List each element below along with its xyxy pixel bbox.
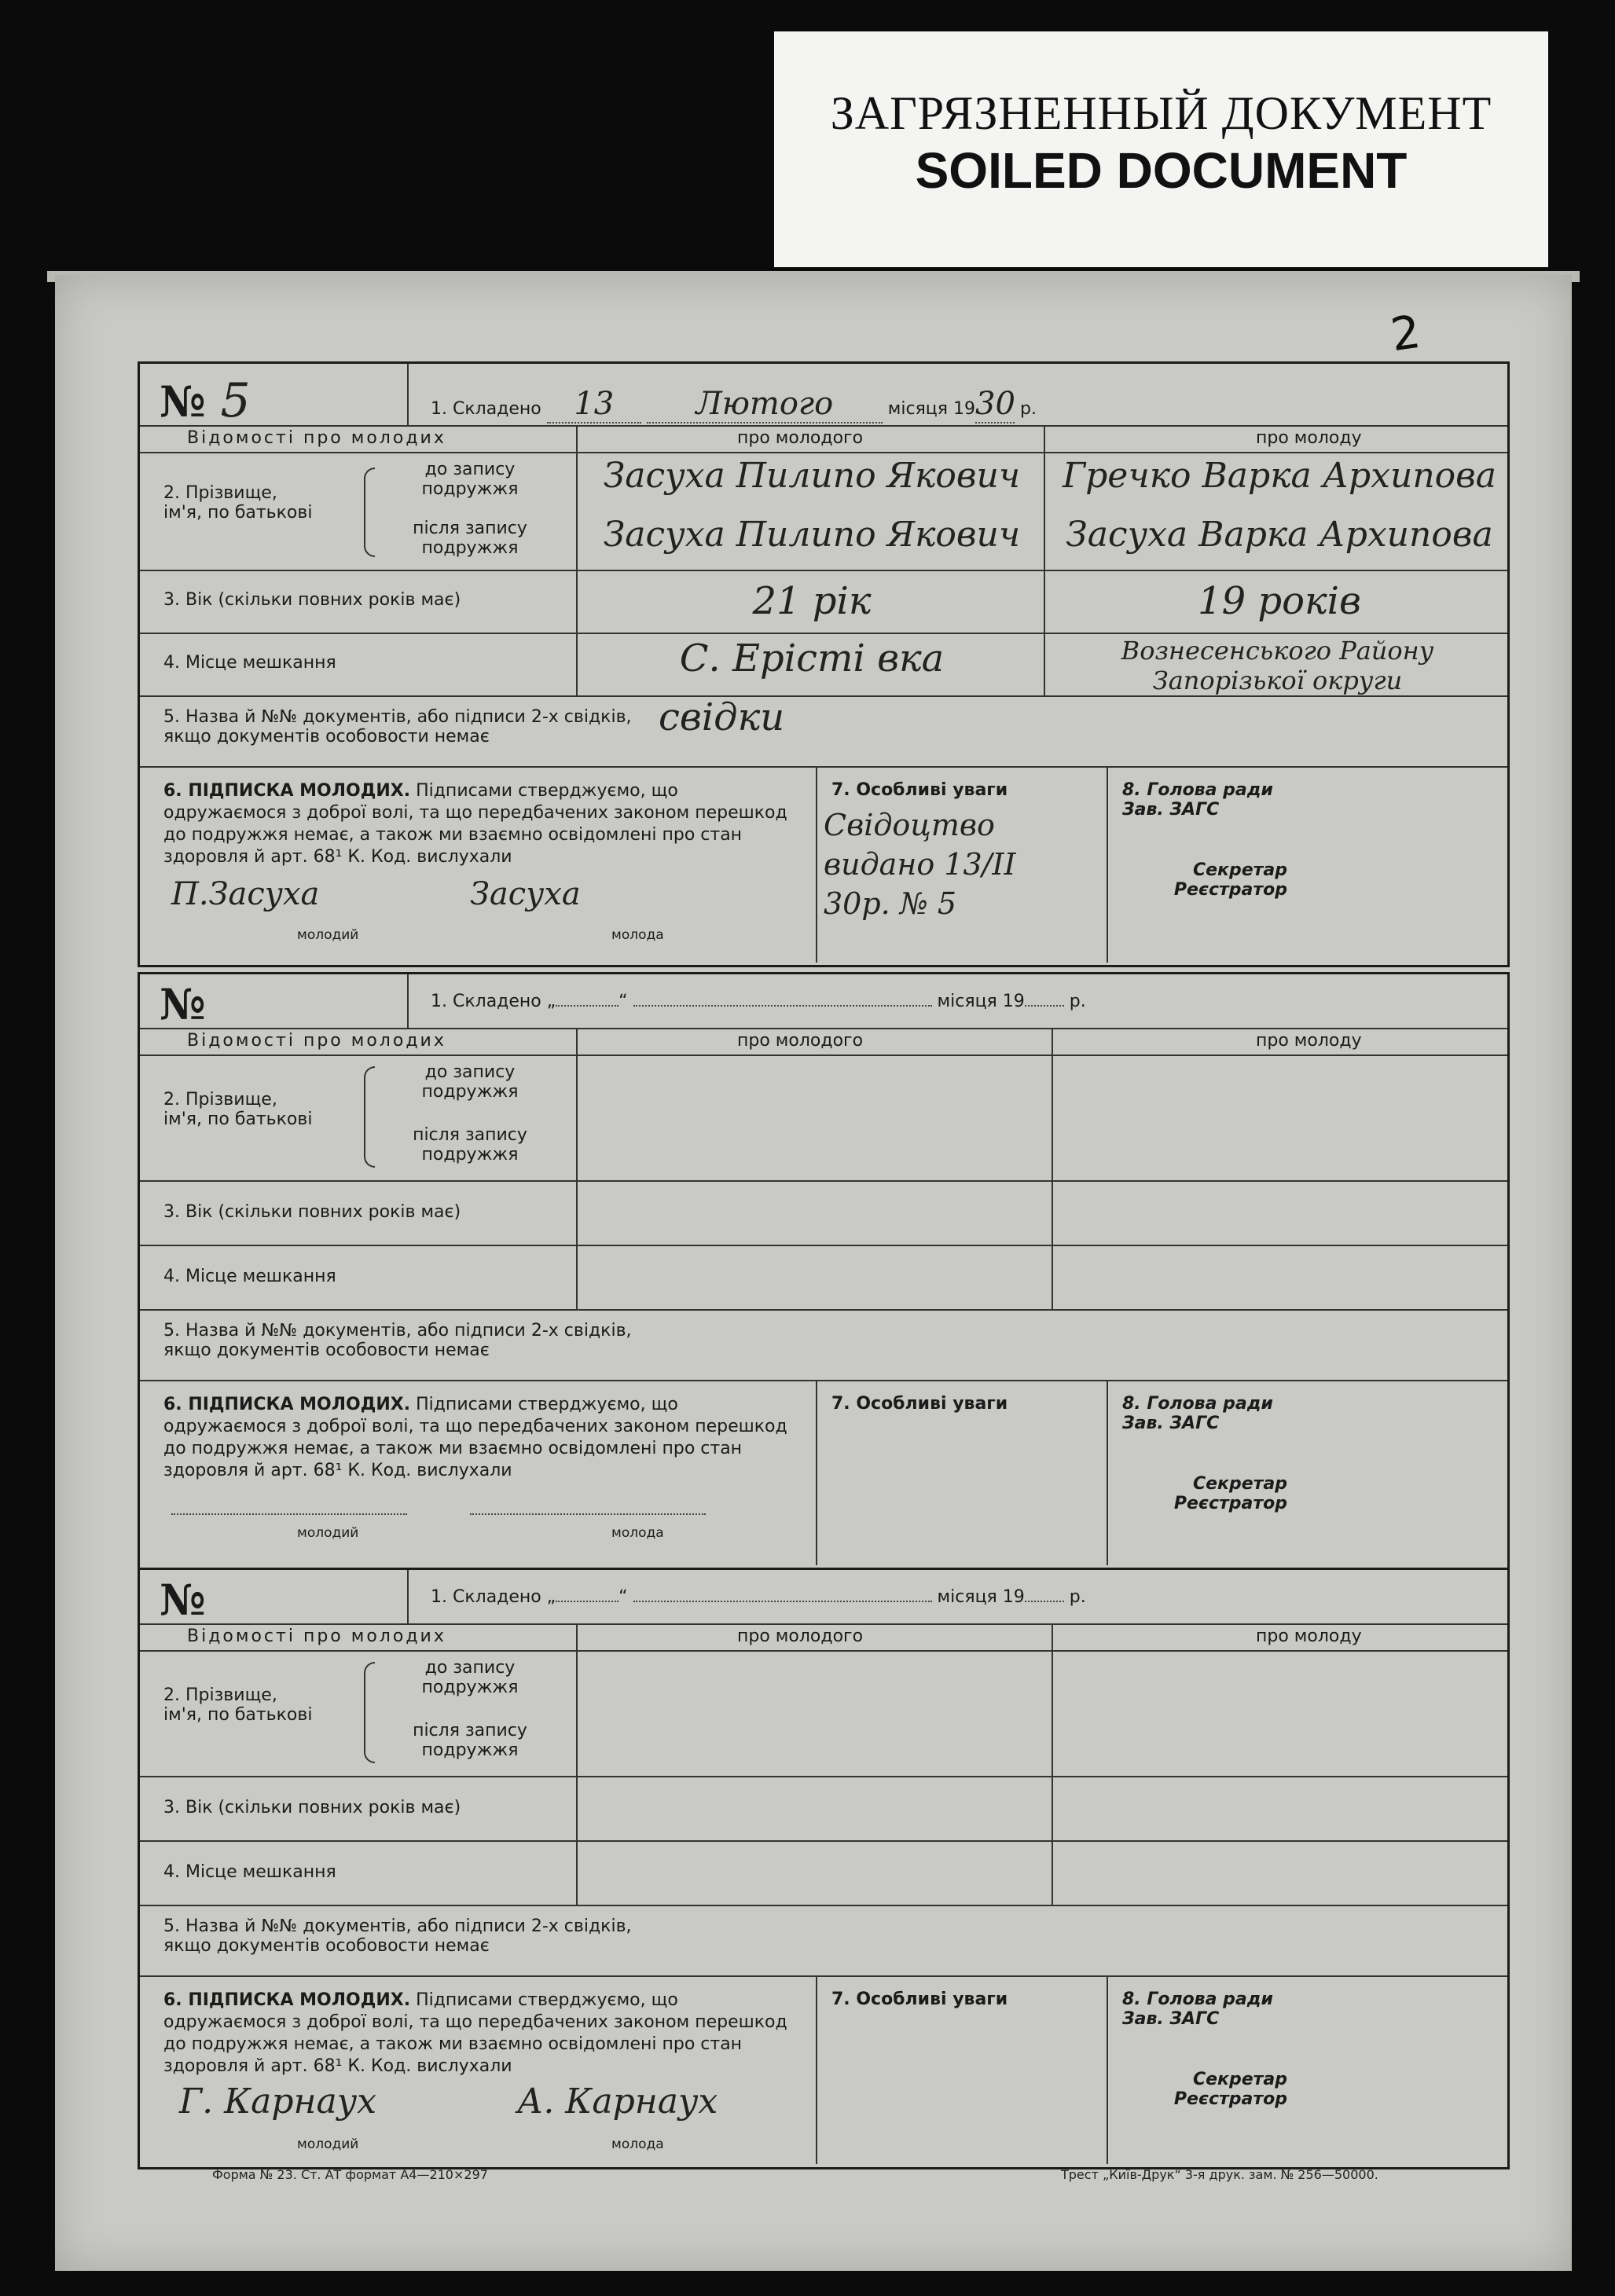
before-label: до запису подружжя <box>421 1062 519 1102</box>
info-header: Відомості про молодих <box>187 1031 446 1051</box>
footer-form-info: Форма № 23. Ст. АТ формат А4—210×297 <box>212 2167 488 2182</box>
record-header <box>140 1570 1507 1625</box>
composed-line: 1. Складено „ “ місяця 19 р. <box>431 992 1086 1011</box>
composed-line: 1. Складено „ “ місяця 19 р. <box>431 1587 1086 1607</box>
age-label: 3. Вік (скільки повних років має) <box>163 590 461 610</box>
head-label: 8. Голова ради Зав. ЗАГС <box>1122 1394 1273 1433</box>
groom-sig-caption: молодий <box>297 927 359 943</box>
bride-column-header: про молоду <box>1256 1031 1362 1051</box>
record-day: 13 <box>547 386 641 424</box>
info-header: Відомості про молодих <box>187 1627 446 1646</box>
age-row <box>140 1776 1507 1842</box>
before-label: до запису подружжя <box>421 1658 519 1697</box>
secretary-label: Секретар Реєстратор <box>1173 2070 1287 2109</box>
groom-age: 21 рік <box>752 579 872 623</box>
bride-sig-caption: молода <box>611 2136 664 2152</box>
pledge-row <box>140 766 1507 963</box>
head-label: 8. Голова ради Зав. ЗАГС <box>1122 780 1273 820</box>
bride-column-header: про молоду <box>1256 428 1362 448</box>
special-label: 7. Особливі уваги <box>831 1990 1008 2009</box>
after-label: після запису подружжя <box>413 1721 527 1760</box>
groom-signature: П.Засуха <box>171 876 320 912</box>
composed-line: 1. Складено 13 Лютого місяця 1930 р. <box>431 386 1037 422</box>
secretary-label: Секретар Реєстратор <box>1173 860 1287 900</box>
name-row <box>140 452 1507 571</box>
docs-row <box>140 695 1507 768</box>
name-label: 2. Прізвище, ім'я, по батькові <box>163 1090 313 1129</box>
age-row <box>140 570 1507 634</box>
record-number-label: № 5 <box>160 373 251 428</box>
bride-sig-caption: молода <box>611 1525 664 1541</box>
name-label: 2. Прізвище, ім'я, по батькові <box>163 1685 313 1725</box>
info-header: Відомості про молодих <box>187 428 446 448</box>
residence-row <box>140 633 1507 697</box>
groom-sig-caption: молодий <box>297 2136 359 2152</box>
pledge-text: 6. ПІДПИСКА МОЛОДИХ. Підписами стверджуємо, що одружаємося з доброї волі, та що передбачених законом перешкод до подружжя немає, а також ми взаємно освідомлені про стан здоровля й арт. 68¹ К. Код. вислухали <box>163 781 787 867</box>
pledge-row <box>140 1975 1507 2164</box>
after-label: після запису подружжя <box>413 1125 527 1165</box>
docs-label: 5. Назва й №№ документів, або підписи 2-х свідків, якщо документів особовости немає <box>163 1916 632 1956</box>
info-header-row <box>140 425 1507 453</box>
marriage-record-1 <box>138 361 1510 967</box>
record-header <box>140 974 1507 1029</box>
groom-column-header: про молодого <box>737 428 864 448</box>
bride-signature: Засуха <box>470 876 581 912</box>
pledge-text: 6. ПІДПИСКА МОЛОДИХ. Підписами стверджуємо, що одружаємося з доброї волі, та що передбачених законом перешкод до подружжя немає, а також ми взаємно освідомлені про стан здоровля й арт. 68¹ К. Код. вислухали <box>163 1395 787 1480</box>
docs-row <box>140 1905 1507 1977</box>
age-label: 3. Вік (скільки повних років має) <box>163 1202 461 1222</box>
groom-residence: С. Ерісті вка <box>679 636 945 680</box>
age-label: 3. Вік (скільки повних років має) <box>163 1798 461 1817</box>
name-label: 2. Прізвище, ім'я, по батькові <box>163 483 313 523</box>
docs-row <box>140 1309 1507 1381</box>
groom-signature: Г. Карнаух <box>179 2081 377 2122</box>
groom-sig-caption: молодий <box>297 1525 359 1541</box>
head-label: 8. Голова ради Зав. ЗАГС <box>1122 1990 1273 2029</box>
bride-sig-caption: молода <box>611 927 664 943</box>
stamp-russian: ЗАГРЯЗНЕННЫЙ ДОКУМЕНТ <box>830 87 1492 139</box>
soiled-document-stamp <box>774 31 1548 267</box>
groom-name-before: Засуха Пилипо Якович <box>603 456 1021 496</box>
residence-row <box>140 1245 1507 1311</box>
residence-label: 4. Місце мешкання <box>163 653 336 673</box>
special-label: 7. Особливі уваги <box>831 1394 1008 1414</box>
residence-label: 4. Місце мешкання <box>163 1862 336 1882</box>
marriage-record-3 <box>138 1568 1510 2169</box>
record-number-label: № <box>160 1575 206 1625</box>
bride-signature: А. Карнаух <box>517 2081 718 2122</box>
page-number: 2 <box>1387 304 1424 362</box>
secretary-label: Секретар Реєстратор <box>1173 1474 1287 1513</box>
record-number: 5 <box>220 373 251 428</box>
docs-label: 5. Назва й №№ документів, або підписи 2-х свідків, якщо документів особовости немає <box>163 1321 632 1360</box>
name-row <box>140 1054 1507 1182</box>
marriage-record-2 <box>138 972 1510 1570</box>
bride-name-before: Гречко Варка Архипова <box>1063 456 1496 496</box>
info-header-row <box>140 1028 1507 1056</box>
stamp-english: SOILED DOCUMENT <box>915 142 1408 199</box>
record-number-label: № <box>160 979 206 1029</box>
pledge-row <box>140 1380 1507 1565</box>
bride-age: 19 років <box>1198 579 1361 623</box>
info-header-row <box>140 1623 1507 1652</box>
record-header <box>140 364 1507 427</box>
groom-column-header: про молодого <box>737 1031 864 1051</box>
docs-value: свідки <box>659 695 785 739</box>
age-row <box>140 1180 1507 1246</box>
bride-name-after: Засуха Варка Архипова <box>1066 515 1493 555</box>
residence-row <box>140 1840 1507 1906</box>
bride-residence: Вознесенського Району Запорізької округи <box>1121 636 1434 695</box>
special-notes: Свідоцтво видано 13/II 30р. № 5 <box>824 808 1016 921</box>
record-month: Лютого <box>647 386 883 424</box>
bride-column-header: про молоду <box>1256 1627 1362 1646</box>
groom-column-header: про молодого <box>737 1627 864 1646</box>
before-label: до запису подружжя <box>421 460 519 499</box>
footer-printer-info: Трест „Київ-Друк“ 3-я друк. зам. № 256—50000. <box>1061 2167 1378 2182</box>
docs-label: 5. Назва й №№ документів, або підписи 2-х свідків, якщо документів особовости немає <box>163 707 632 746</box>
pledge-text: 6. ПІДПИСКА МОЛОДИХ. Підписами стверджуємо, що одружаємося з доброї волі, та що передбачених законом перешкод до подружжя немає, а також ми взаємно освідомлені про стан здоровля й арт. 68¹ К. Код. вислухали <box>163 1990 787 2076</box>
name-row <box>140 1650 1507 1777</box>
residence-label: 4. Місце мешкання <box>163 1267 336 1286</box>
after-label: після запису подружжя <box>413 519 527 558</box>
record-year: 30 <box>975 386 1015 422</box>
special-label: 7. Особливі уваги <box>831 780 1008 800</box>
groom-name-after: Засуха Пилипо Якович <box>603 515 1021 555</box>
